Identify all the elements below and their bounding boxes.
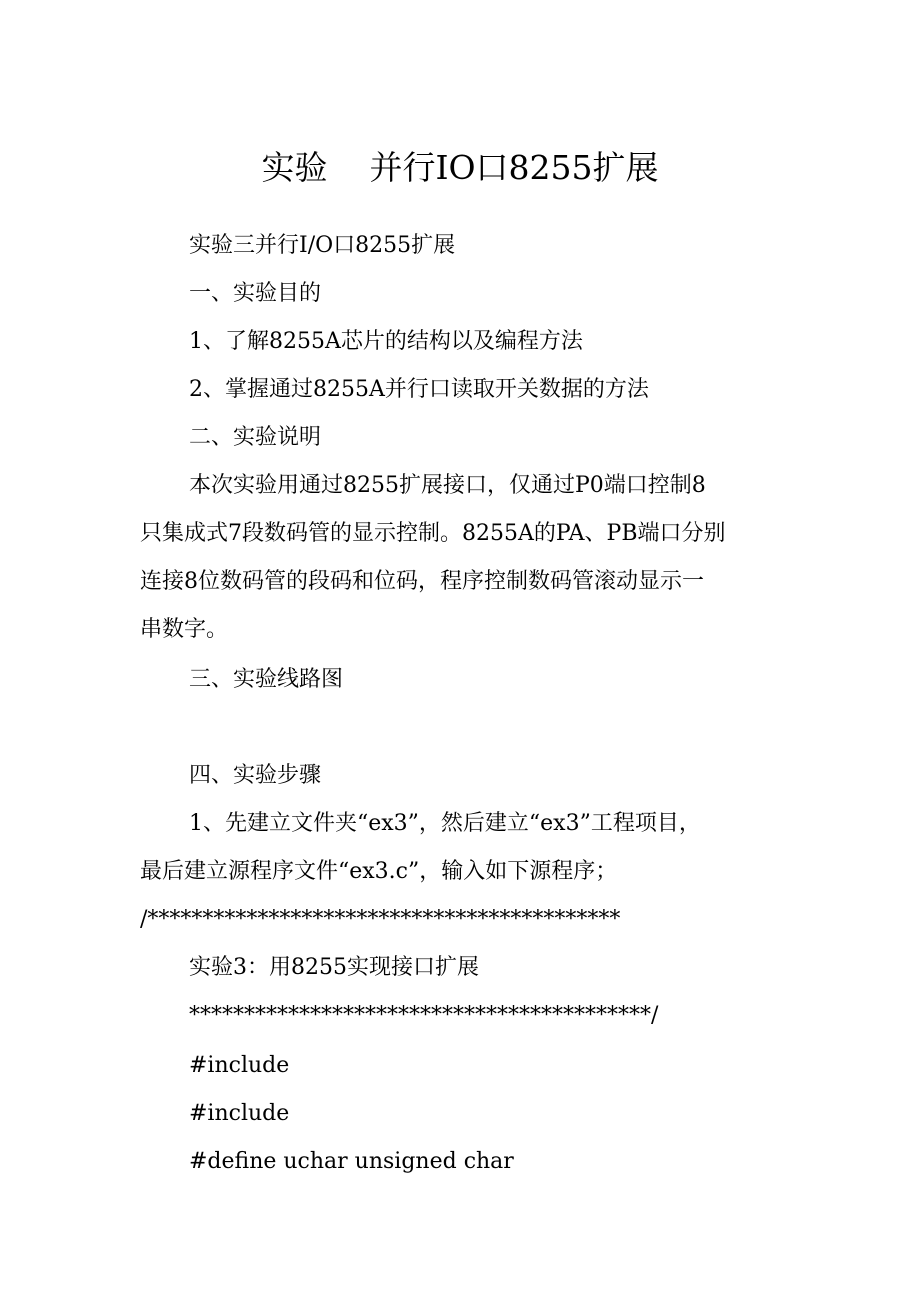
section-heading-description: 二、实验说明 [189,425,322,450]
code-define: #define uchar unsigned char [189,1149,514,1174]
steps-line-2: 最后建立源程序文件“ex3.c”，输入如下源程序； [140,859,618,884]
code-include-1: #include [189,1053,290,1078]
code-include-2: #include [189,1101,290,1126]
section-heading-circuit: 三、实验线路图 [189,667,344,692]
document-title: 实验 并行IO口8255扩展 [261,148,659,187]
section-heading-steps: 四、实验步骤 [189,763,322,788]
purpose-item-2: 2、掌握通过8255A并行口读取开关数据的方法 [189,377,649,402]
experiment-heading: 实验三并行I/O口8255扩展 [189,233,456,258]
purpose-item-1: 1、了解8255A芯片的结构以及编程方法 [189,329,583,354]
description-line-3: 连接8位数码管的段码和位码，程序控制数码管滚动显示一 [140,569,704,594]
description-line-1: 本次实验用通过8255扩展接口，仅通过P0端口控制8 [189,473,706,498]
code-comment-open: /******************************************* [140,907,621,932]
code-comment-text: 实验3：用8255实现接口扩展 [189,955,479,980]
description-line-2: 只集成式7段数码管的显示控制。8255A的PA、PB端口分别 [140,521,726,546]
description-line-4: 串数字。 [140,617,229,642]
code-comment-close: ******************************************/ [189,1003,659,1028]
steps-line-1: 1、先建立文件夹“ex3”，然后建立“ex3”工程项目， [189,811,701,836]
section-heading-purpose: 一、实验目的 [189,281,322,306]
